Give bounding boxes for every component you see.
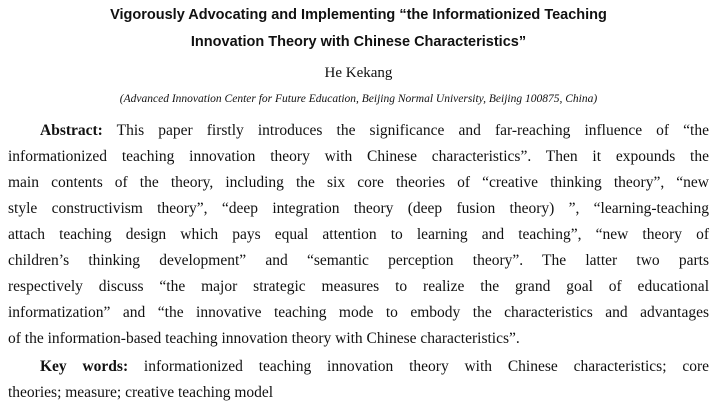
abstract-line-3: main contents of the theory, including the six core theories of “creative thinking theory”, “new (8, 174, 709, 191)
keywords-line-1 (40, 357, 709, 377)
abstract-line-2: informationized teaching innovation theory with Chinese characteristics”. Then it expounds the (8, 148, 709, 165)
author-name: He Kekang (324, 65, 393, 81)
abstract-line-8: informatization” and “the innovative teaching mode to embody the characteristics and advantages (8, 304, 709, 321)
author-affiliation: (Advanced Innovation Center for Future Education, Beijing Normal University, Beijing 100875, China) (119, 93, 598, 105)
abstract-line-9: of the information-based teaching innovation theory with Chinese characteristics”. (8, 330, 520, 347)
keywords-line-2: theories; measure; creative teaching model (8, 384, 274, 401)
abstract-label: Abstract: (40, 122, 103, 139)
abstract-line-1 (40, 121, 709, 141)
abstract-text-1: This paper firstly introduces the significance and far-reaching influence of “the (102, 122, 709, 139)
keywords-text-1: informationized teaching innovation theory with Chinese characteristics; core (128, 358, 709, 375)
title-line-1: Vigorously Advocating and Implementing “the Informationized Teaching (110, 7, 607, 23)
abstract-line-6: children’s thinking development” and “semantic perception theory”. The latter two parts (8, 252, 709, 269)
abstract-line-7: respectively discuss “the major strategic measures to realize the grand goal of educational (8, 278, 709, 295)
abstract-line-5: attach teaching design which pays equal attention to learning and teaching”, “new theory of (8, 226, 709, 243)
keywords-label: Key words: (40, 358, 129, 375)
abstract-line-4: style constructivism theory”, “deep integration theory (deep fusion theory) ”, “learning-teaching (8, 200, 709, 217)
title-line-2: Innovation Theory with Chinese Characteristics” (190, 34, 527, 50)
